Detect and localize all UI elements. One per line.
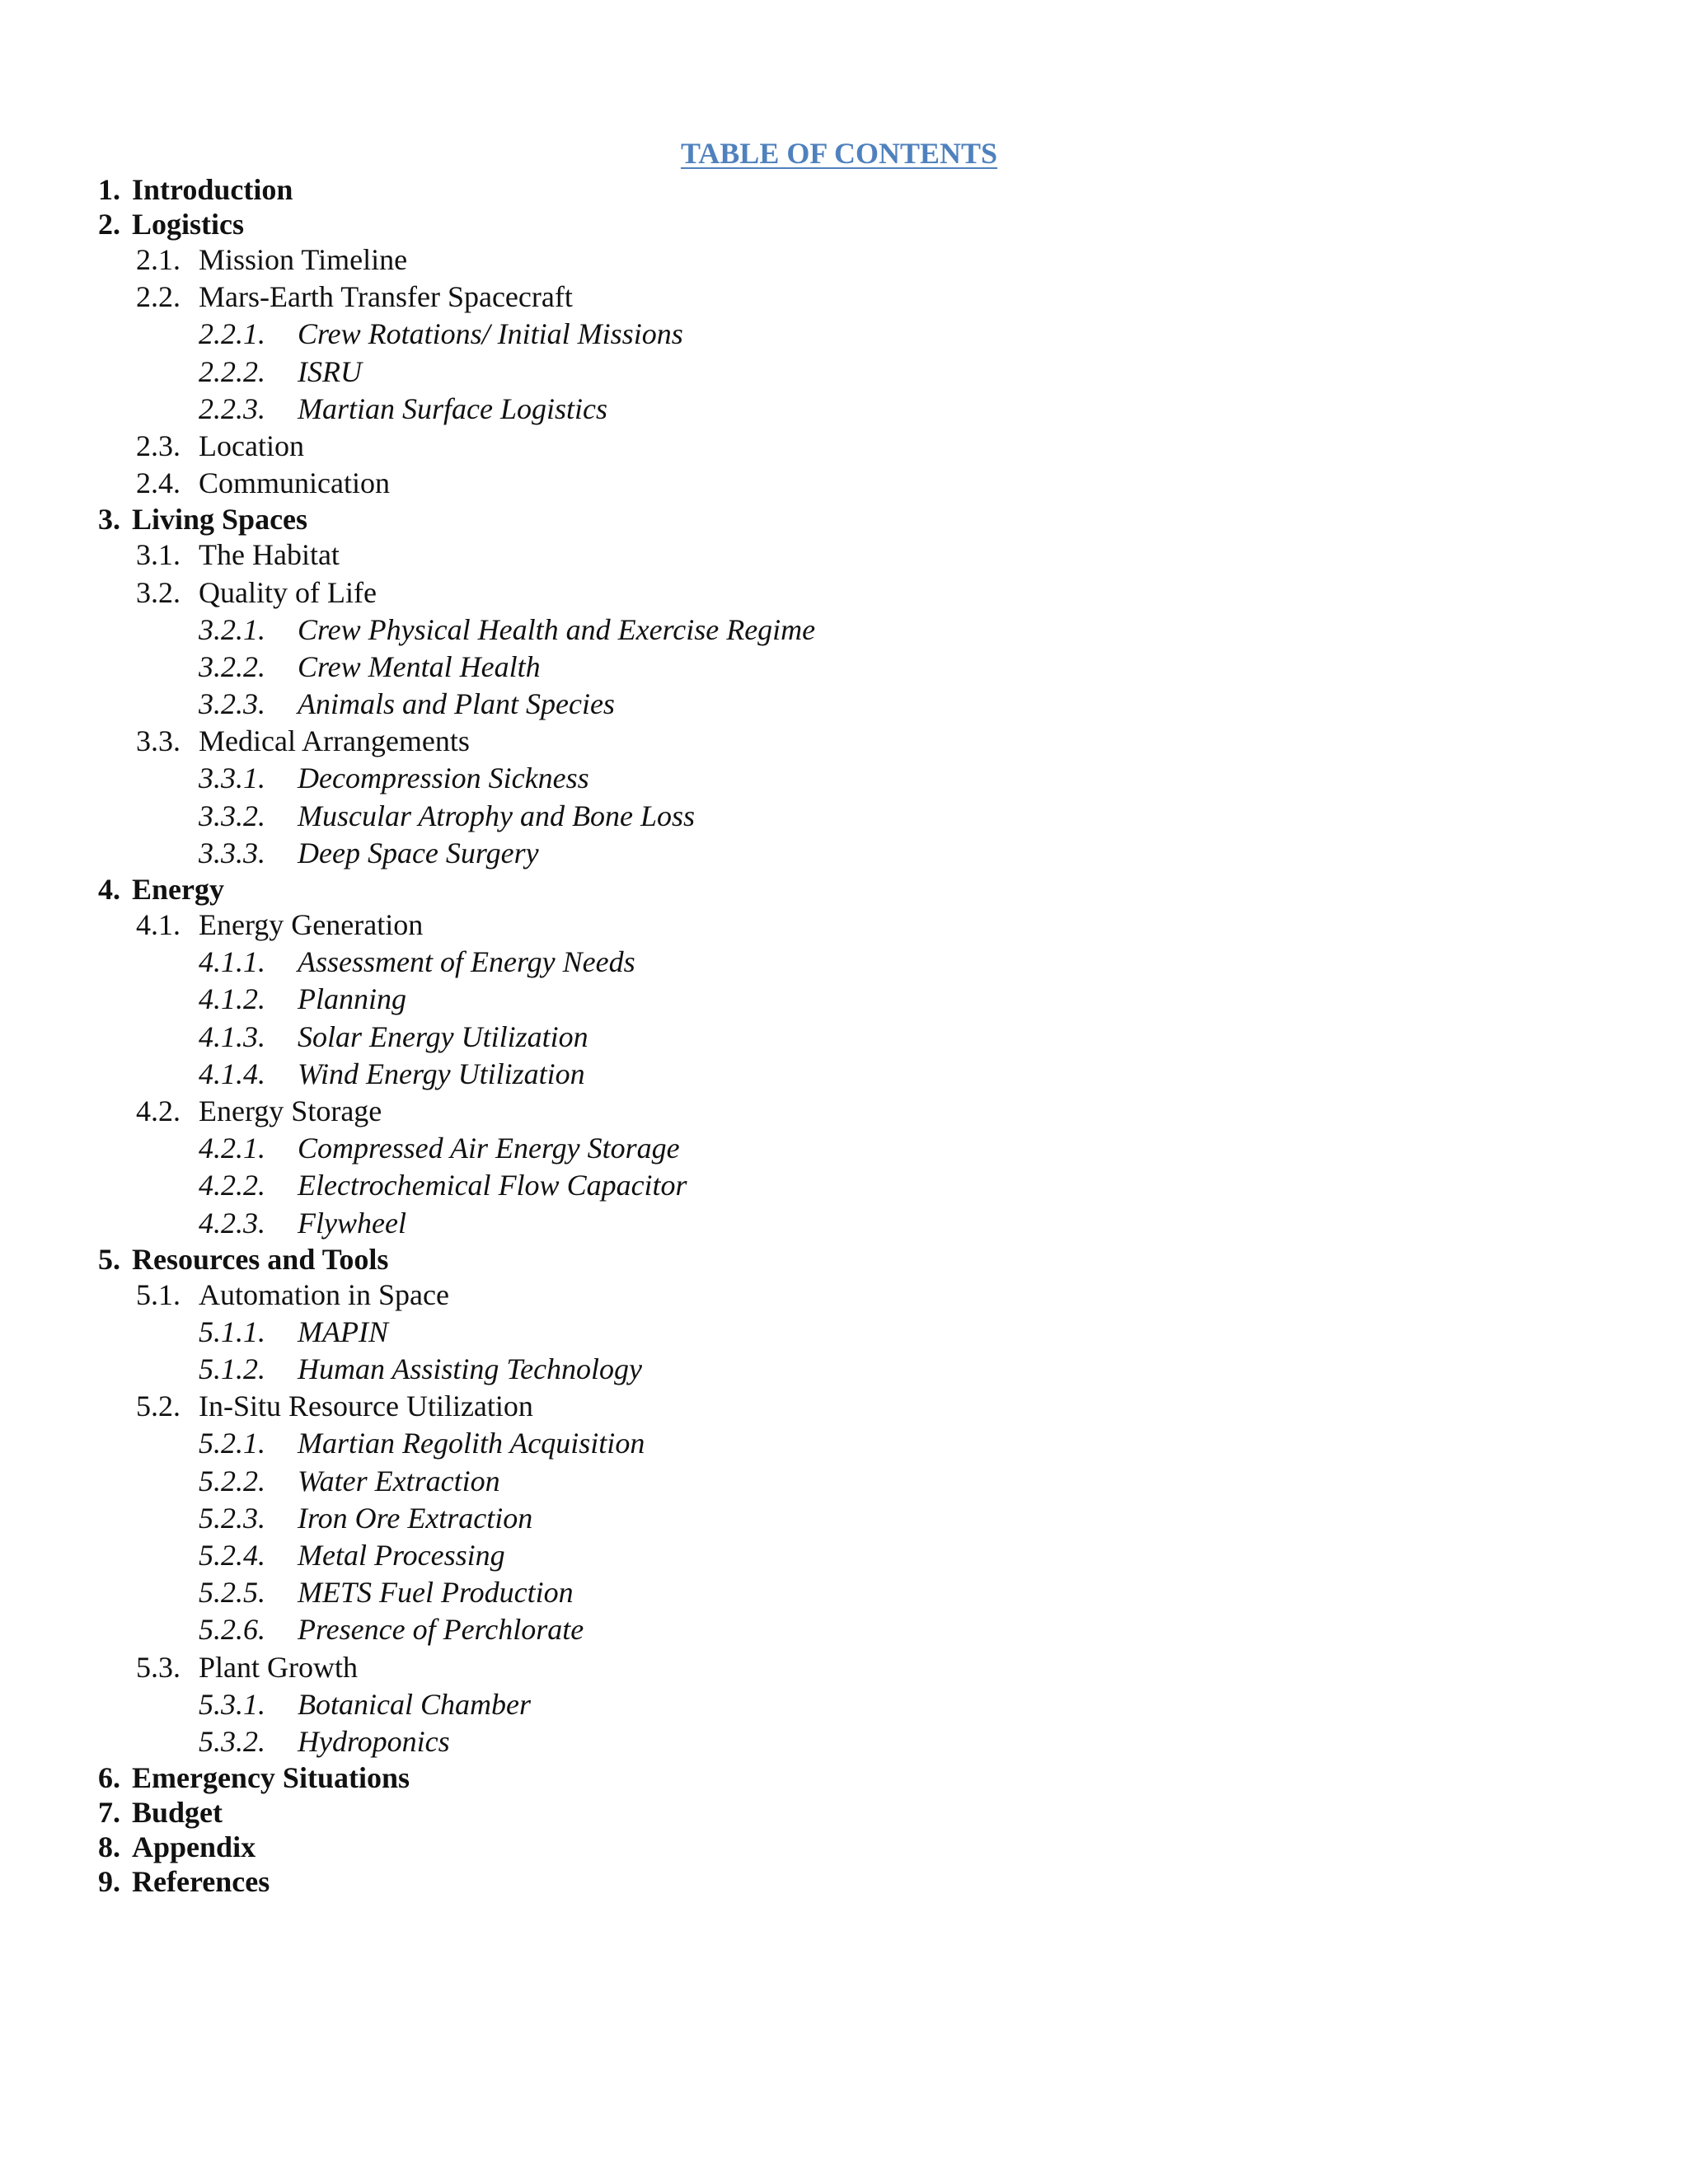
toc-entry-level-3[interactable] xyxy=(0,354,1688,391)
toc-entry-number: 5.2. xyxy=(136,1390,181,1423)
toc-entry-number: 9. xyxy=(98,1865,120,1899)
toc-entry-label: Metal Processing xyxy=(298,1539,505,1572)
toc-entry-number: 2. xyxy=(98,208,120,241)
toc-entry-label: Animals and Plant Species xyxy=(298,687,615,721)
toc-entry-label: Muscular Atrophy and Bone Loss xyxy=(298,799,695,832)
toc-entry-number: 2.1. xyxy=(136,243,181,276)
toc-entry-level-3[interactable] xyxy=(0,1019,1688,1056)
toc-entry-level-3[interactable] xyxy=(0,649,1688,686)
toc-entry-level-1[interactable] xyxy=(0,1795,1688,1830)
toc-entry-label: References xyxy=(132,1865,270,1899)
toc-entry-number: 3.2. xyxy=(136,575,181,609)
toc-entry-label: Presence of Perchlorate xyxy=(298,1613,584,1647)
toc-entry-level-1[interactable] xyxy=(0,1760,1688,1795)
toc-entry-level-3[interactable] xyxy=(0,1056,1688,1093)
toc-entry-number: 4.2.2. xyxy=(199,1169,265,1202)
toc-entry-level-3[interactable] xyxy=(0,944,1688,981)
toc-entry-level-2[interactable] xyxy=(0,428,1688,465)
toc-entry-label: Logistics xyxy=(132,208,245,241)
toc-entry-number: 3.3.2. xyxy=(199,799,265,832)
toc-entry-level-2[interactable] xyxy=(0,1093,1688,1130)
toc-entry-level-2[interactable] xyxy=(0,241,1688,279)
toc-entry-label: Living Spaces xyxy=(132,503,308,537)
toc-entry-level-3[interactable] xyxy=(0,1500,1688,1537)
toc-entry-label: Water Extraction xyxy=(298,1464,500,1497)
toc-entry-label: The Habitat xyxy=(199,538,340,572)
toc-entry-label: Compressed Air Energy Storage xyxy=(298,1132,680,1165)
toc-entry-level-1[interactable] xyxy=(0,1242,1688,1277)
toc-entry-label: Energy xyxy=(132,873,224,906)
toc-entry-label: Martian Surface Logistics xyxy=(298,391,607,425)
toc-entry-level-3[interactable] xyxy=(0,835,1688,872)
toc-entry-label: Deep Space Surgery xyxy=(298,836,539,869)
toc-entry-level-3[interactable] xyxy=(0,981,1688,1018)
toc-entry-level-3[interactable] xyxy=(0,1463,1688,1500)
toc-entry-level-3[interactable] xyxy=(0,1351,1688,1388)
toc-entry-number: 4. xyxy=(98,873,120,906)
toc-entry-level-3[interactable] xyxy=(0,391,1688,428)
toc-entry-number: 2.2.1. xyxy=(199,317,265,351)
toc-entry-number: 3.2.2. xyxy=(199,649,265,683)
toc-entry-number: 4.2.3. xyxy=(199,1206,265,1240)
toc-entry-label: METS Fuel Production xyxy=(298,1576,574,1610)
toc-entry-number: 2.2.3. xyxy=(199,391,265,425)
toc-entry-number: 1. xyxy=(98,173,120,206)
toc-entry-label: MAPIN xyxy=(298,1315,388,1348)
toc-entry-level-3[interactable] xyxy=(0,1130,1688,1167)
toc-entry-label: Botanical Chamber xyxy=(298,1687,531,1721)
toc-entry-number: 5.3.2. xyxy=(199,1724,265,1758)
toc-entry-level-3[interactable] xyxy=(0,760,1688,797)
toc-title: TABLE OF CONTENTS xyxy=(680,137,998,170)
toc-entry-level-3[interactable] xyxy=(0,316,1688,353)
toc-entry-number: 3.3. xyxy=(136,724,181,758)
toc-entry-number: 4.1.2. xyxy=(199,982,265,1016)
toc-entry-label: Iron Ore Extraction xyxy=(298,1501,533,1535)
toc-entry-number: 8. xyxy=(98,1830,120,1864)
toc-entry-label: Hydroponics xyxy=(298,1724,450,1758)
toc-entry-number: 5.1.1. xyxy=(199,1315,265,1348)
toc-entry-level-2[interactable] xyxy=(0,1388,1688,1425)
toc-entry-level-3[interactable] xyxy=(0,1611,1688,1648)
toc-entry-level-3[interactable] xyxy=(0,798,1688,835)
toc-entry-level-3[interactable] xyxy=(0,1574,1688,1611)
toc-entry-number: 3. xyxy=(98,503,120,537)
toc-entry-level-2[interactable] xyxy=(0,1649,1688,1686)
toc-entry-level-3[interactable] xyxy=(0,1686,1688,1723)
toc-entry-label: Crew Mental Health xyxy=(298,649,541,683)
toc-entry-number: 5.1.2. xyxy=(199,1352,265,1386)
toc-entry-number: 3.3.1. xyxy=(199,762,265,795)
toc-entry-level-2[interactable] xyxy=(0,723,1688,760)
toc-entry-label: Energy Storage xyxy=(199,1094,382,1127)
toc-entry-label: Assessment of Energy Needs xyxy=(298,945,635,979)
toc-entry-label: Mission Timeline xyxy=(199,243,408,276)
toc-entry-number: 5.1. xyxy=(136,1277,181,1311)
toc-entry-number: 3.2.3. xyxy=(199,687,265,721)
toc-entry-number: 6. xyxy=(98,1761,120,1795)
toc-entry-level-1[interactable] xyxy=(0,1864,1688,1899)
toc-entry-level-1[interactable] xyxy=(0,172,1688,207)
toc-entry-label: Location xyxy=(199,429,304,462)
toc-entry-label: Planning xyxy=(298,982,406,1016)
toc-entry-label: Plant Growth xyxy=(199,1650,358,1684)
toc-entry-label: Martian Regolith Acquisition xyxy=(298,1427,645,1460)
toc-entry-number: 7. xyxy=(98,1796,120,1830)
toc-entry-number: 4.1.1. xyxy=(199,945,265,979)
toc-entry-label: Resources and Tools xyxy=(132,1242,389,1276)
toc-entry-number: 4.1.4. xyxy=(199,1057,265,1090)
toc-entry-number: 2.3. xyxy=(136,429,181,462)
toc-entry-number: 2.4. xyxy=(136,466,181,500)
toc-entry-level-1[interactable] xyxy=(0,872,1688,907)
toc-entry-level-3[interactable] xyxy=(0,1205,1688,1242)
toc-entry-level-1[interactable] xyxy=(0,207,1688,241)
toc-entry-number: 5.2.2. xyxy=(199,1464,265,1497)
toc-entry-number: 5.2.5. xyxy=(199,1576,265,1610)
toc-entry-number: 5.2.6. xyxy=(199,1613,265,1647)
toc-entry-label: Emergency Situations xyxy=(132,1761,410,1795)
toc-entry-number: 5.3.1. xyxy=(199,1687,265,1721)
toc-entry-label: Quality of Life xyxy=(199,575,377,609)
toc-entry-number: 4.1.3. xyxy=(199,1019,265,1053)
toc-entry-label: Human Assisting Technology xyxy=(298,1352,643,1386)
toc-entry-label: Budget xyxy=(132,1796,223,1830)
toc-entry-level-2[interactable] xyxy=(0,1277,1688,1314)
toc-entry-level-3[interactable] xyxy=(0,1425,1688,1462)
toc-entry-level-3[interactable] xyxy=(0,686,1688,723)
toc-entry-label: ISRU xyxy=(298,354,362,388)
toc-entry-label: Medical Arrangements xyxy=(199,724,470,758)
toc-entry-number: 3.1. xyxy=(136,538,181,572)
toc-entry-label: Crew Physical Health and Exercise Regime xyxy=(298,612,816,646)
toc-entry-label: Appendix xyxy=(132,1830,256,1864)
toc-entry-number: 5.3. xyxy=(136,1650,181,1684)
toc-entry-label: Flywheel xyxy=(298,1206,406,1240)
toc-entry-number: 2.2.2. xyxy=(199,354,265,388)
toc-entry-level-3[interactable] xyxy=(0,1314,1688,1351)
toc-entry-number: 5.2.1. xyxy=(199,1427,265,1460)
toc-entry-label: Decompression Sickness xyxy=(298,762,589,795)
toc-entry-label: In-Situ Resource Utilization xyxy=(199,1390,533,1423)
toc-entry-number: 5.2.4. xyxy=(199,1539,265,1572)
toc-entry-label: Communication xyxy=(199,466,390,500)
toc-entry-label: Automation in Space xyxy=(199,1277,449,1311)
toc-entry-label: Introduction xyxy=(132,173,293,206)
toc-entry-level-2[interactable] xyxy=(0,537,1688,574)
toc-entry-label: Solar Energy Utilization xyxy=(298,1019,588,1053)
toc-entry-label: Electrochemical Flow Capacitor xyxy=(298,1169,687,1202)
toc-list xyxy=(0,172,1688,1899)
toc-entry-level-2[interactable] xyxy=(0,465,1688,502)
toc-entry-number: 4.1. xyxy=(136,908,181,941)
toc-entry-level-3[interactable] xyxy=(0,612,1688,649)
toc-entry-level-2[interactable] xyxy=(0,907,1688,944)
toc-entry-number: 5.2.3. xyxy=(199,1501,265,1535)
toc-entry-level-3[interactable] xyxy=(0,1537,1688,1574)
toc-entry-label: Energy Generation xyxy=(199,908,424,941)
toc-entry-level-1[interactable] xyxy=(0,1830,1688,1864)
toc-entry-label: Wind Energy Utilization xyxy=(298,1057,585,1090)
toc-entry-number: 3.2.1. xyxy=(199,612,265,646)
toc-entry-level-2[interactable] xyxy=(0,574,1688,612)
toc-entry-label: Mars-Earth Transfer Spacecraft xyxy=(199,280,573,314)
toc-entry-level-2[interactable] xyxy=(0,279,1688,316)
toc-entry-number: 2.2. xyxy=(136,280,181,314)
toc-entry-number: 5. xyxy=(98,1242,120,1276)
toc-entry-label: Crew Rotations/ Initial Missions xyxy=(298,317,683,351)
toc-entry-level-3[interactable] xyxy=(0,1167,1688,1204)
toc-entry-number: 4.2. xyxy=(136,1094,181,1127)
toc-entry-level-3[interactable] xyxy=(0,1723,1688,1760)
toc-entry-number: 3.3.3. xyxy=(199,836,265,869)
toc-entry-level-1[interactable] xyxy=(0,502,1688,537)
toc-entry-number: 4.2.1. xyxy=(199,1132,265,1165)
